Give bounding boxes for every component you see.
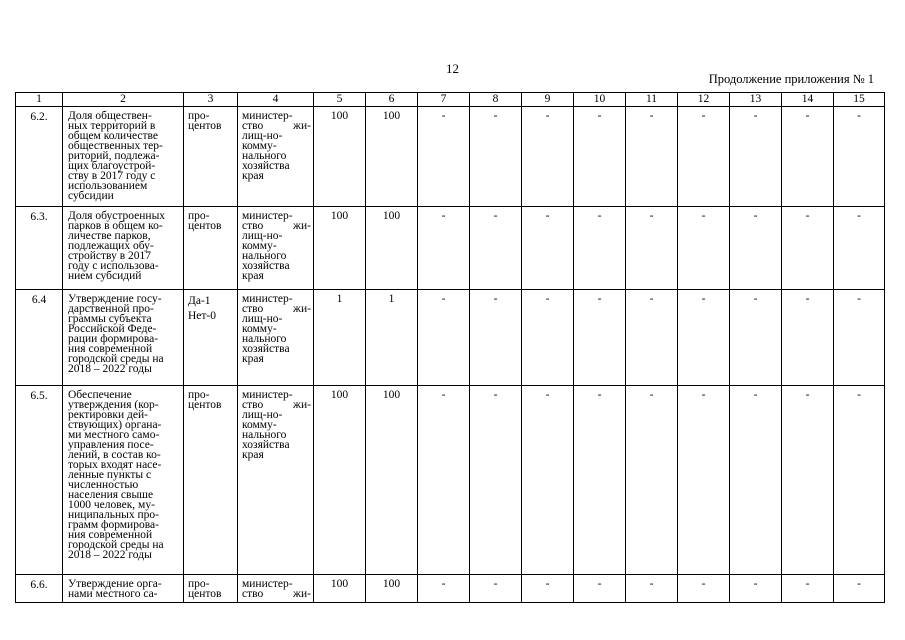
- column-header: 15: [834, 93, 885, 107]
- text-line: использованием: [68, 180, 148, 192]
- indicator-name: [63, 575, 184, 603]
- text-line: Российской Феде-: [68, 323, 157, 335]
- value-dash: -: [574, 290, 626, 386]
- value-dash: -: [730, 386, 782, 575]
- value-dash: -: [730, 107, 782, 207]
- text-line: ству в 2017 году с: [68, 170, 156, 182]
- table-row: [16, 575, 885, 603]
- text-line: хозяйства: [242, 260, 290, 272]
- column-header: 8: [470, 93, 522, 107]
- value-dash: -: [834, 107, 885, 207]
- text-line: ство жи-: [242, 220, 311, 232]
- indicators-table: [15, 92, 885, 603]
- row-id: 6.6.: [16, 575, 63, 603]
- column-header: 6: [366, 93, 418, 107]
- text-line: Доля обществен-: [68, 110, 152, 122]
- text-line: личестве парков,: [68, 230, 151, 242]
- value-dash: -: [470, 107, 522, 207]
- text-line: ство жи-: [242, 303, 311, 315]
- text-line: ство жи-: [242, 120, 311, 132]
- table-row: [16, 386, 885, 575]
- text-line: нами местного са-: [68, 588, 158, 600]
- value-dash: -: [626, 207, 678, 290]
- text-line: нального: [242, 250, 287, 262]
- value-v6: 1: [366, 290, 418, 386]
- text-line: году с использова-: [68, 260, 159, 272]
- value-dash: -: [418, 575, 470, 603]
- row-id: 6.2.: [16, 107, 63, 207]
- table-row: [16, 107, 885, 207]
- value-dash: -: [418, 207, 470, 290]
- text-line: ния современной: [68, 343, 153, 355]
- text-line: центов: [188, 588, 222, 600]
- value-dash: -: [470, 290, 522, 386]
- indicator-name: [63, 386, 184, 575]
- text-line: ректировки дей-: [68, 409, 148, 421]
- text-line: риторий, подлежа-: [68, 150, 160, 162]
- value-dash: -: [574, 575, 626, 603]
- row-id: 6.5.: [16, 386, 63, 575]
- value-dash: -: [522, 107, 574, 207]
- text-line: хозяйства: [242, 160, 290, 172]
- column-header: 13: [730, 93, 782, 107]
- text-line: нального: [242, 429, 287, 441]
- value-dash: -: [626, 575, 678, 603]
- value-dash: -: [522, 290, 574, 386]
- table-row: [16, 290, 885, 386]
- text-line: городской среды на: [68, 353, 164, 365]
- responsible-org: [238, 207, 314, 290]
- value-dash: -: [522, 575, 574, 603]
- text-line: ство жи-: [242, 399, 311, 411]
- value-dash: -: [678, 290, 730, 386]
- column-header: 2: [63, 93, 184, 107]
- text-line: края: [242, 353, 264, 365]
- text-line: центов: [188, 220, 222, 232]
- text-line: края: [242, 270, 264, 282]
- text-line: стройству в 2017: [68, 250, 152, 262]
- value-dash: -: [678, 107, 730, 207]
- value-v5: 1: [314, 290, 366, 386]
- text-line: министер-: [242, 389, 293, 401]
- column-header: 4: [238, 93, 314, 107]
- text-line: центов: [188, 399, 222, 411]
- text-line: края: [242, 170, 264, 182]
- text-line: нального: [242, 333, 287, 345]
- value-v6: 100: [366, 386, 418, 575]
- text-line: ми местного само-: [68, 429, 160, 441]
- text-line: торых входят насе-: [68, 459, 162, 471]
- text-line: про-: [188, 389, 210, 401]
- text-line: комму-: [242, 240, 277, 252]
- unit: [184, 290, 238, 386]
- indicator-name: [63, 107, 184, 207]
- text-line: комму-: [242, 419, 277, 431]
- text-line: центов: [188, 120, 222, 132]
- text-line: утверждения (кор-: [68, 399, 159, 411]
- text-line: Утверждение орга-: [68, 578, 162, 590]
- column-header: 7: [418, 93, 470, 107]
- text-line: управления посе-: [68, 439, 154, 451]
- text-line: лищ-но-: [242, 130, 283, 142]
- text-line: Нет-0: [188, 310, 217, 322]
- text-line: Доля обустроенных: [68, 210, 166, 222]
- text-line: подлежащих обу-: [68, 240, 154, 252]
- text-line: щих благоустрой-: [68, 160, 156, 172]
- value-dash: -: [730, 207, 782, 290]
- value-dash: -: [678, 386, 730, 575]
- value-v6: 100: [366, 107, 418, 207]
- value-dash: -: [418, 386, 470, 575]
- text-line: Утверждение госу-: [68, 293, 162, 305]
- text-line: министер-: [242, 578, 293, 590]
- value-v6: 100: [366, 207, 418, 290]
- column-header: 12: [678, 93, 730, 107]
- value-v5: 100: [314, 207, 366, 290]
- value-dash: -: [782, 386, 834, 575]
- value-dash: -: [626, 386, 678, 575]
- column-header: 11: [626, 93, 678, 107]
- value-dash: -: [678, 207, 730, 290]
- value-dash: -: [834, 207, 885, 290]
- value-dash: -: [574, 207, 626, 290]
- text-line: населения свыше: [68, 489, 154, 501]
- value-dash: -: [418, 107, 470, 207]
- indicator-name: [63, 207, 184, 290]
- value-v6: 100: [366, 575, 418, 603]
- text-line: численностью: [68, 479, 139, 491]
- text-line: хозяйства: [242, 343, 290, 355]
- text-line: лищ-но-: [242, 230, 283, 242]
- text-line: 2018 – 2022 годы: [68, 363, 152, 375]
- text-line: общественных тер-: [68, 140, 163, 152]
- text-line: края: [242, 449, 264, 461]
- text-line: ния современной: [68, 529, 153, 541]
- unit: [184, 386, 238, 575]
- column-header: 5: [314, 93, 366, 107]
- row-id: 6.3.: [16, 207, 63, 290]
- text-line: ных территорий в: [68, 120, 156, 132]
- text-line: комму-: [242, 140, 277, 152]
- column-header: 3: [184, 93, 238, 107]
- value-dash: -: [730, 575, 782, 603]
- value-v5: 100: [314, 107, 366, 207]
- value-dash: -: [834, 575, 885, 603]
- continuation-label: Продолжение приложения № 1: [708, 72, 874, 86]
- text-line: нального: [242, 150, 287, 162]
- text-line: ствующих) органа-: [68, 419, 162, 431]
- text-line: министер-: [242, 210, 293, 222]
- unit: [184, 207, 238, 290]
- value-dash: -: [522, 207, 574, 290]
- value-dash: -: [626, 290, 678, 386]
- column-header: 10: [574, 93, 626, 107]
- value-dash: -: [782, 575, 834, 603]
- text-line: городской среды на: [68, 539, 164, 551]
- text-line: министер-: [242, 110, 293, 122]
- responsible-org: [238, 386, 314, 575]
- value-dash: -: [782, 207, 834, 290]
- text-line: лищ-но-: [242, 313, 283, 325]
- unit: [184, 107, 238, 207]
- text-line: 2018 – 2022 годы: [68, 549, 152, 561]
- page-number: 12: [446, 61, 459, 76]
- responsible-org: [238, 107, 314, 207]
- text-line: комму-: [242, 323, 277, 335]
- value-dash: -: [834, 386, 885, 575]
- text-line: субсидии: [68, 190, 114, 202]
- text-line: лений, в состав ко-: [68, 449, 161, 461]
- text-line: граммы субъекта: [68, 313, 152, 325]
- value-dash: -: [782, 107, 834, 207]
- text-line: рации формирова-: [68, 333, 159, 345]
- text-line: Да-1: [188, 295, 211, 307]
- value-v5: 100: [314, 575, 366, 603]
- text-line: ленные пункты с: [68, 469, 152, 481]
- text-line: дарственной про-: [68, 303, 154, 315]
- text-line: Обеспечение: [68, 389, 132, 401]
- text-line: парков в общем ко-: [68, 220, 163, 232]
- text-line: ство жи-: [242, 588, 311, 600]
- value-dash: -: [730, 290, 782, 386]
- column-header: 1: [16, 93, 63, 107]
- text-line: ниципальных про-: [68, 509, 159, 521]
- text-line: лищ-но-: [242, 409, 283, 421]
- text-line: общем количестве: [68, 130, 158, 142]
- value-dash: -: [574, 386, 626, 575]
- value-dash: -: [574, 107, 626, 207]
- value-dash: -: [834, 290, 885, 386]
- value-dash: -: [626, 107, 678, 207]
- text-line: хозяйства: [242, 439, 290, 451]
- text-line: 1000 человек, му-: [68, 499, 155, 511]
- value-dash: -: [782, 290, 834, 386]
- column-header: 9: [522, 93, 574, 107]
- value-dash: -: [522, 386, 574, 575]
- value-dash: -: [418, 290, 470, 386]
- unit: [184, 575, 238, 603]
- row-id: 6.4: [16, 290, 63, 386]
- text-line: нием субсидий: [68, 270, 142, 282]
- value-dash: -: [470, 575, 522, 603]
- text-line: про-: [188, 110, 210, 122]
- text-line: про-: [188, 578, 210, 590]
- indicator-name: [63, 290, 184, 386]
- value-dash: -: [470, 207, 522, 290]
- responsible-org: [238, 290, 314, 386]
- header-row: [16, 93, 885, 107]
- responsible-org: [238, 575, 314, 603]
- value-v5: 100: [314, 386, 366, 575]
- value-dash: -: [470, 386, 522, 575]
- text-line: министер-: [242, 293, 293, 305]
- column-header: 14: [782, 93, 834, 107]
- table-row: [16, 207, 885, 290]
- text-line: про-: [188, 210, 210, 222]
- text-line: грамм формирова-: [68, 519, 159, 531]
- value-dash: -: [678, 575, 730, 603]
